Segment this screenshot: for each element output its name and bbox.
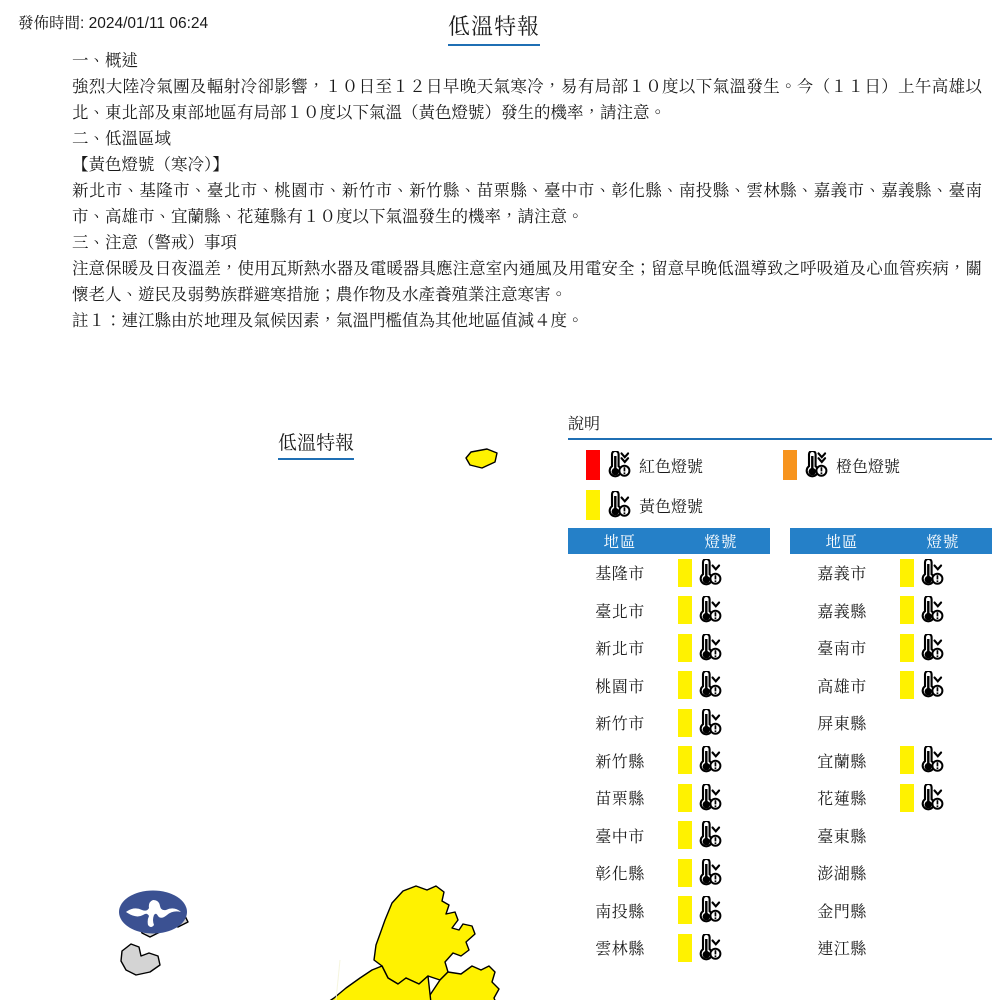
column-header-region: 地區 xyxy=(568,528,672,554)
legend-swatch-yellow xyxy=(586,490,600,520)
legend-and-tables-panel xyxy=(568,415,992,967)
signal-cell xyxy=(894,854,992,892)
legend-item-red xyxy=(586,450,703,480)
signal-cell xyxy=(672,817,770,855)
signal-color-swatch xyxy=(678,671,692,699)
signal-color-swatch xyxy=(678,934,692,962)
legend-swatch-orange xyxy=(783,450,797,480)
signal-color-swatch xyxy=(678,896,692,924)
signal-cell xyxy=(672,667,770,705)
section-2-signal-label: 【黃色燈號（寒冷）】 xyxy=(72,156,229,174)
warning-tables xyxy=(568,528,992,967)
signal-cell xyxy=(894,892,992,930)
signal-cell xyxy=(672,554,770,592)
taiwan-alert-map xyxy=(0,400,560,1000)
warning-table-left xyxy=(568,528,770,967)
region-name-cell: 臺南市 xyxy=(817,641,867,659)
table-body-right xyxy=(790,554,992,967)
column-header-signal: 燈號 xyxy=(894,528,992,554)
signal-color-swatch xyxy=(900,634,914,662)
signal-indicator xyxy=(900,595,991,625)
region-name-cell: 新竹縣 xyxy=(595,753,645,771)
signal-color-swatch xyxy=(678,559,692,587)
signal-indicator xyxy=(678,933,769,963)
region-name-cell: 新竹市 xyxy=(595,716,645,734)
signal-cell xyxy=(672,854,770,892)
thermometer-low-arrow-icon xyxy=(696,934,722,962)
region-name-cell: 宜蘭縣 xyxy=(817,753,867,771)
signal-indicator xyxy=(678,745,769,775)
signal-cell xyxy=(672,742,770,780)
legend-items xyxy=(568,448,992,526)
table-row xyxy=(568,892,770,930)
section-3-heading: 三、注意（警戒）事項 xyxy=(72,234,237,252)
signal-color-swatch xyxy=(678,596,692,624)
signal-color-swatch xyxy=(900,746,914,774)
region-name-cell: 新北市 xyxy=(595,641,645,659)
table-row xyxy=(568,704,770,742)
legend-item-orange xyxy=(783,450,900,480)
thermometer-low-arrow-icon xyxy=(696,746,722,774)
column-header-signal: 燈號 xyxy=(672,528,770,554)
table-head-left xyxy=(568,528,770,554)
thermometer-low-arrow-icon xyxy=(696,671,722,699)
table-row xyxy=(790,704,992,742)
table-row xyxy=(568,854,770,892)
signal-indicator xyxy=(900,745,991,775)
table-row xyxy=(568,742,770,780)
signal-cell xyxy=(672,929,770,967)
signal-color-swatch xyxy=(678,709,692,737)
map-region-lienchiang-b xyxy=(121,944,160,975)
table-body-left xyxy=(568,554,770,967)
thermometer-low-arrow-icon xyxy=(918,559,944,587)
signal-indicator xyxy=(678,858,769,888)
note-1: 註１：連江縣由於地理及氣候因素，氣溫門檻值為其他地區值減４度。 xyxy=(72,312,584,330)
legend-swatch-red xyxy=(586,450,600,480)
thermometer-low-double-arrow-icon xyxy=(802,451,828,479)
signal-color-swatch xyxy=(678,821,692,849)
table-row xyxy=(790,892,992,930)
signal-color-swatch xyxy=(900,559,914,587)
signal-cell xyxy=(894,704,992,742)
signal-indicator xyxy=(678,708,769,738)
table-row xyxy=(790,854,992,892)
thermometer-low-arrow-icon xyxy=(918,746,944,774)
signal-cell xyxy=(894,742,992,780)
map-region-pengjia xyxy=(466,449,497,468)
section-1-body: 強烈大陸冷氣團及輻射冷卻影響，１０日至１２日早晚天氣寒冷，易有局部１０度以下氣溫發生。今（１１日）上午高雄以北、東北部及東部地區有局部１０度以下氣溫（黃色燈號）發生的機率，請注意。 xyxy=(72,78,982,122)
table-head-right xyxy=(790,528,992,554)
region-name-cell: 臺東縣 xyxy=(817,828,867,846)
signal-color-swatch xyxy=(900,784,914,812)
legend-label-red: 紅色燈號 xyxy=(639,458,704,476)
region-name-cell: 桃園市 xyxy=(595,678,645,696)
region-name-cell: 嘉義縣 xyxy=(817,603,867,621)
section-1-heading: 一、概述 xyxy=(72,52,138,70)
signal-cell xyxy=(894,779,992,817)
thermometer-low-arrow-icon xyxy=(696,896,722,924)
signal-cell xyxy=(672,892,770,930)
region-name-cell: 金門縣 xyxy=(817,903,867,921)
region-name-cell: 花蓮縣 xyxy=(817,791,867,809)
table-row xyxy=(790,779,992,817)
signal-color-swatch xyxy=(900,596,914,624)
signal-color-swatch xyxy=(678,784,692,812)
table-row xyxy=(568,592,770,630)
signal-indicator xyxy=(678,558,769,588)
signal-indicator xyxy=(900,558,991,588)
table-row xyxy=(568,629,770,667)
table-row xyxy=(790,629,992,667)
thermometer-low-arrow-icon xyxy=(918,671,944,699)
column-header-region: 地區 xyxy=(790,528,894,554)
thermometer-low-arrow-icon xyxy=(696,559,722,587)
region-name-cell: 臺北市 xyxy=(595,603,645,621)
signal-color-swatch xyxy=(678,746,692,774)
table-row xyxy=(790,667,992,705)
thermometer-low-arrow-icon xyxy=(696,596,722,624)
table-row xyxy=(790,592,992,630)
signal-color-swatch xyxy=(678,634,692,662)
signal-cell xyxy=(894,929,992,967)
table-row xyxy=(568,817,770,855)
thermometer-low-double-arrow-icon xyxy=(605,451,631,479)
signal-indicator xyxy=(678,895,769,925)
signal-cell xyxy=(672,779,770,817)
table-header-row xyxy=(568,528,770,554)
table-row xyxy=(568,554,770,592)
region-name-cell: 嘉義市 xyxy=(817,566,867,584)
table-row xyxy=(790,554,992,592)
issue-time-label: 發佈時間: 2024/01/11 06:24 xyxy=(18,15,209,32)
thermometer-low-arrow-icon xyxy=(605,491,631,519)
table-row xyxy=(568,929,770,967)
thermometer-low-arrow-icon xyxy=(696,634,722,662)
region-name-cell: 雲林縣 xyxy=(595,941,645,959)
signal-indicator xyxy=(900,783,991,813)
table-row xyxy=(568,779,770,817)
section-2-heading: 二、低溫區域 xyxy=(72,130,171,148)
section-3-body: 注意保暖及日夜溫差，使用瓦斯熱水器及電暖器具應注意室內通風及用電安全；留意早晚低溫導致之呼吸道及心血管疾病，關懷老人、遊民及弱勢族群避寒措施；農作物及水產養殖業注意寒害。 xyxy=(72,260,982,304)
table-header-row xyxy=(790,528,992,554)
table-row xyxy=(790,929,992,967)
page-header xyxy=(0,0,1000,46)
region-name-cell: 臺中市 xyxy=(595,828,645,846)
map-panel xyxy=(0,400,560,1000)
region-name-cell: 彰化縣 xyxy=(595,866,645,884)
legend-title: 說明 xyxy=(568,416,601,433)
legend-label-yellow: 黃色燈號 xyxy=(639,498,704,516)
signal-color-swatch xyxy=(900,671,914,699)
thermometer-low-arrow-icon xyxy=(696,709,722,737)
signal-cell xyxy=(672,704,770,742)
thermometer-low-arrow-icon xyxy=(918,634,944,662)
map-region-taipei-block xyxy=(374,886,475,984)
page-title: 低溫特報 xyxy=(448,10,540,46)
thermometer-low-arrow-icon xyxy=(918,596,944,624)
signal-color-swatch xyxy=(678,859,692,887)
region-name-cell: 澎湖縣 xyxy=(817,866,867,884)
region-name-cell: 苗栗縣 xyxy=(595,791,645,809)
bulletin-text xyxy=(0,48,1000,334)
cwa-logo xyxy=(118,889,188,935)
signal-indicator xyxy=(678,633,769,663)
signal-cell xyxy=(672,629,770,667)
signal-indicator xyxy=(678,595,769,625)
thermometer-low-arrow-icon xyxy=(696,821,722,849)
table-row xyxy=(790,817,992,855)
signal-cell xyxy=(894,592,992,630)
table-row xyxy=(790,742,992,780)
signal-cell xyxy=(672,592,770,630)
region-name-cell: 屏東縣 xyxy=(817,716,867,734)
thermometer-low-arrow-icon xyxy=(918,784,944,812)
region-name-cell: 基隆市 xyxy=(595,566,645,584)
region-name-cell: 南投縣 xyxy=(595,903,645,921)
signal-indicator xyxy=(678,670,769,700)
legend-label-orange: 橙色燈號 xyxy=(836,458,901,476)
map-title: 低溫特報 xyxy=(278,428,354,460)
signal-indicator xyxy=(678,820,769,850)
thermometer-low-arrow-icon xyxy=(696,784,722,812)
signal-cell xyxy=(894,629,992,667)
region-name-cell: 高雄市 xyxy=(817,678,867,696)
warning-table-right xyxy=(790,528,992,967)
legend-item-yellow xyxy=(586,490,703,520)
table-row xyxy=(568,667,770,705)
signal-indicator xyxy=(900,633,991,663)
thermometer-low-arrow-icon xyxy=(696,859,722,887)
signal-cell xyxy=(894,667,992,705)
legend-divider xyxy=(568,438,992,440)
region-name-cell: 連江縣 xyxy=(817,941,867,959)
signal-indicator xyxy=(678,783,769,813)
signal-indicator xyxy=(900,670,991,700)
signal-cell xyxy=(894,554,992,592)
section-2-body: 新北市、基隆市、臺北市、桃園市、新竹市、新竹縣、苗栗縣、臺中市、彰化縣、南投縣、雲林縣、嘉義市、嘉義縣、臺南市、高雄市、宜蘭縣、花蓮縣有１０度以下氣溫發生的機率，請注意。 xyxy=(72,182,982,226)
signal-cell xyxy=(894,817,992,855)
